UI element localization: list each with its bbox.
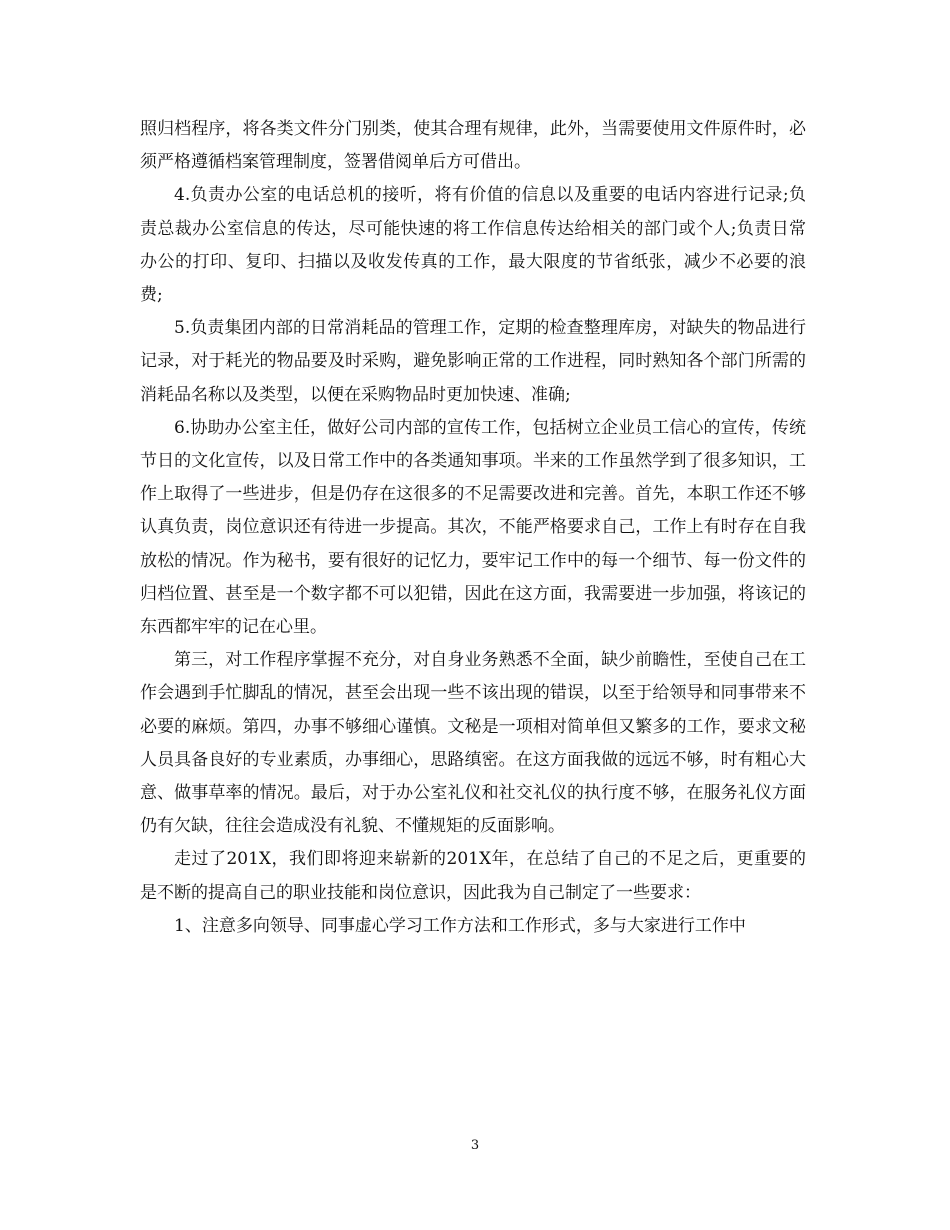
paragraph-item-5: 5.负责集团内部的日常消耗品的管理工作，定期的检查整理库房，对缺失的物品进行记录，对于耗光的物品要及时采购，避免影响正常的工作进程，同时熟知各个部门所需的消耗品名称以及类型，以便在采购物品时更加快速、准确;: [140, 318, 806, 405]
paragraph-new-year: 走过了201X，我们即将迎来崭新的201X年，在总结了自己的不足之后，更重要的是不断的提高自己的职业技能和岗位意识，因此我为自己制定了一些要求：: [140, 849, 806, 903]
document-body: [140, 113, 806, 943]
paragraph-item-4: 4.负责办公室的电话总机的接听，将有价值的信息以及重要的电话内容进行记录;负责总裁办公室信息的传达，尽可能快速的将工作信息传达给相关的部门或个人;负责日常办公的打印、复印、扫描以及收发传真的工作，最大限度的节省纸张，减少不必要的浪费;: [140, 185, 806, 306]
paragraph-requirement-1: 1、注意多向领导、同事虚心学习工作方法和工作形式，多与大家进行工作中: [174, 915, 746, 936]
page-number: 3: [470, 1138, 480, 1153]
paragraph-item-6: 6.协助办公室主任，做好公司内部的宣传工作，包括树立企业员工信心的宣传，传统节日的文化宣传，以及日常工作中的各类通知事项。半来的工作虽然学到了很多知识，工作上取得了一些进步，但是仍存在这很多的不足需要改进和完善。首先，本职工作还不够认真负责，岗位意识还有待进一步提高。其次，不能严格要求自己，工作上有时存在自我放松的情况。作为秘书，要有很好的记忆力，要牢记工作中的每一个细节、每一份文件的归档位置、甚至是一个数字都不可以犯错，因此在这方面，我需要进一步加强，将该记的东西都牢牢的记在心里。: [140, 417, 806, 638]
paragraph-continuation: 照归档程序，将各类文件分门别类，使其合理有规律，此外，当需要使用文件原件时，必须严格遵循档案管理制度，签署借阅单后方可借出。: [140, 119, 806, 173]
paragraph-third-point: 第三，对工作程序掌握不充分，对自身业务熟悉不全面，缺少前瞻性，至使自己在工作会遇到手忙脚乱的情况，甚至会出现一些不该出现的错误，以至于给领导和同事带来不必要的麻烦。第四，办事不够细心谨慎。文秘是一项相对简单但又繁多的工作，要求文秘人员具备良好的专业素质，办事细心，思路缜密。在这方面我做的远远不够，时有粗心大意、做事草率的情况。最后，对于办公室礼仪和社交礼仪的执行度不够，在服务礼仪方面仍有欠缺，往往会造成没有礼貌、不懂规矩的反面影响。: [140, 650, 806, 837]
